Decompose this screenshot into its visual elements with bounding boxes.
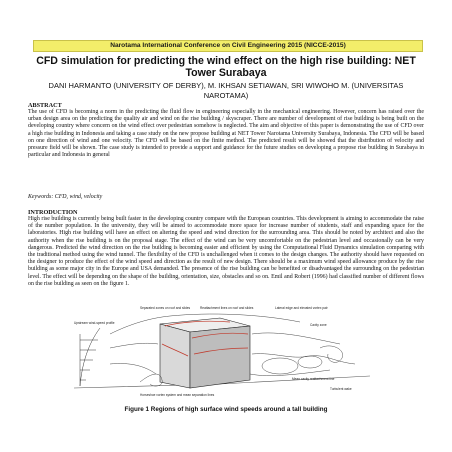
label-turbulent: Turbulent wake <box>330 387 352 391</box>
label-upstream: Upstream wind-speed profile <box>74 321 115 325</box>
wind-flow-figure <box>70 304 384 400</box>
label-separated: Separated zones on roof and slides <box>140 306 191 310</box>
conference-banner: Narotama International Conference on Civil Engineering 2015 (NICCE-2015) <box>33 40 423 52</box>
figure-caption: Figure 1 Regions of high surface wind speeds around a tall building <box>124 406 328 413</box>
label-mean-cavity: Mean cavity reattachment line <box>292 377 335 381</box>
abstract-text: The use of CFD is becoming a norm in the predicting the fluid flow in engineering especially in the mechanical engineering. However, concern has raised over the urban design area on the predicting the quality air and wind on the rise building / skyscraper. There are number of development of rise building is being built on the developing country where concern on the wind effect over pedestrian somehow is neglected. The aim and objective of this paper is demonstrating the use of CFD over a high rise building in Indonesia and taking a case study on the new propose building at NET Tower Narotama University Surabaya, Indonesia. The CFD will be based on one direction of wind and one velocity. The CFD will be based on the finite method. The predicted result will be showed that the distribution of velocity and pressure field will be shown. The case study is intended to provide a support and guidance for the future studies on developing a propose rise building in Surabaya in particular and Indonesia in general <box>28 109 424 159</box>
keywords: Keywords: CFD, wind, velocity <box>28 194 103 200</box>
label-horseshoe: Horseshoe vortex system and mean separation lines <box>140 393 215 397</box>
abstract-heading: ABSTRACT <box>28 102 62 109</box>
upstream-profile <box>80 328 100 386</box>
label-cavity: Cavity zone <box>310 323 327 327</box>
tall-building <box>160 318 250 388</box>
paper-title: CFD simulation for predicting the wind effect on the high rise building: NET Tower Surabaya <box>36 55 416 79</box>
introduction-text: High rise building is currently being built faster in the developing country compare with the European countries. This development is aiming to accommodate the raise of the number population. In the university, they will be aimed to accommodate more space for increase number of students, staff and expanding space for the laboratories. High rise building will have an effect on altering the speed and wind direction for the surrounding area. This should be noted by architect and also the authority when the rise building is on the proposal stage. The effect of the wind can be very uncomfortable on the pedestrian level and occasionally can be very dangerous. Predicted the wind direction on the rise building is becoming easier and efficient by using the Computational Fluid Dynamics simulation comparing with the traditional method using the wind tunnel. The flexibility of the CFD is unchallenged when it comes to the design changes. The authority should have requested on the designer to produce the effect of the wind speed and direction as the result of new design. There should be a maximum wind speed allowance produce by the rise building as some major city in the Europe and USA demanded. The presence of the rise building can be benefited or disadvantaged the surrounding on the pedestrian level. The effect will be depending on the shape of the building, orientation, size, obstacles and so on. Emil and Robert (1996) had classified number of different flows on the rise building as seen on the figure 1. <box>28 216 424 287</box>
wind-flow-diagram <box>70 304 384 400</box>
label-reattachment: Reattachment lines on roof and slides <box>200 306 254 310</box>
label-lateral: Lateral edge and elevated vortex pair <box>275 306 328 310</box>
paper-authors: DANI HARMANTO (UNIVERSITY OF DERBY), M. IKHSAN SETIAWAN, SRI WIWOHO M. (UNIVERSITAS NAROTAMA) <box>48 81 404 100</box>
introduction-heading: INTRODUCTION <box>28 209 78 216</box>
